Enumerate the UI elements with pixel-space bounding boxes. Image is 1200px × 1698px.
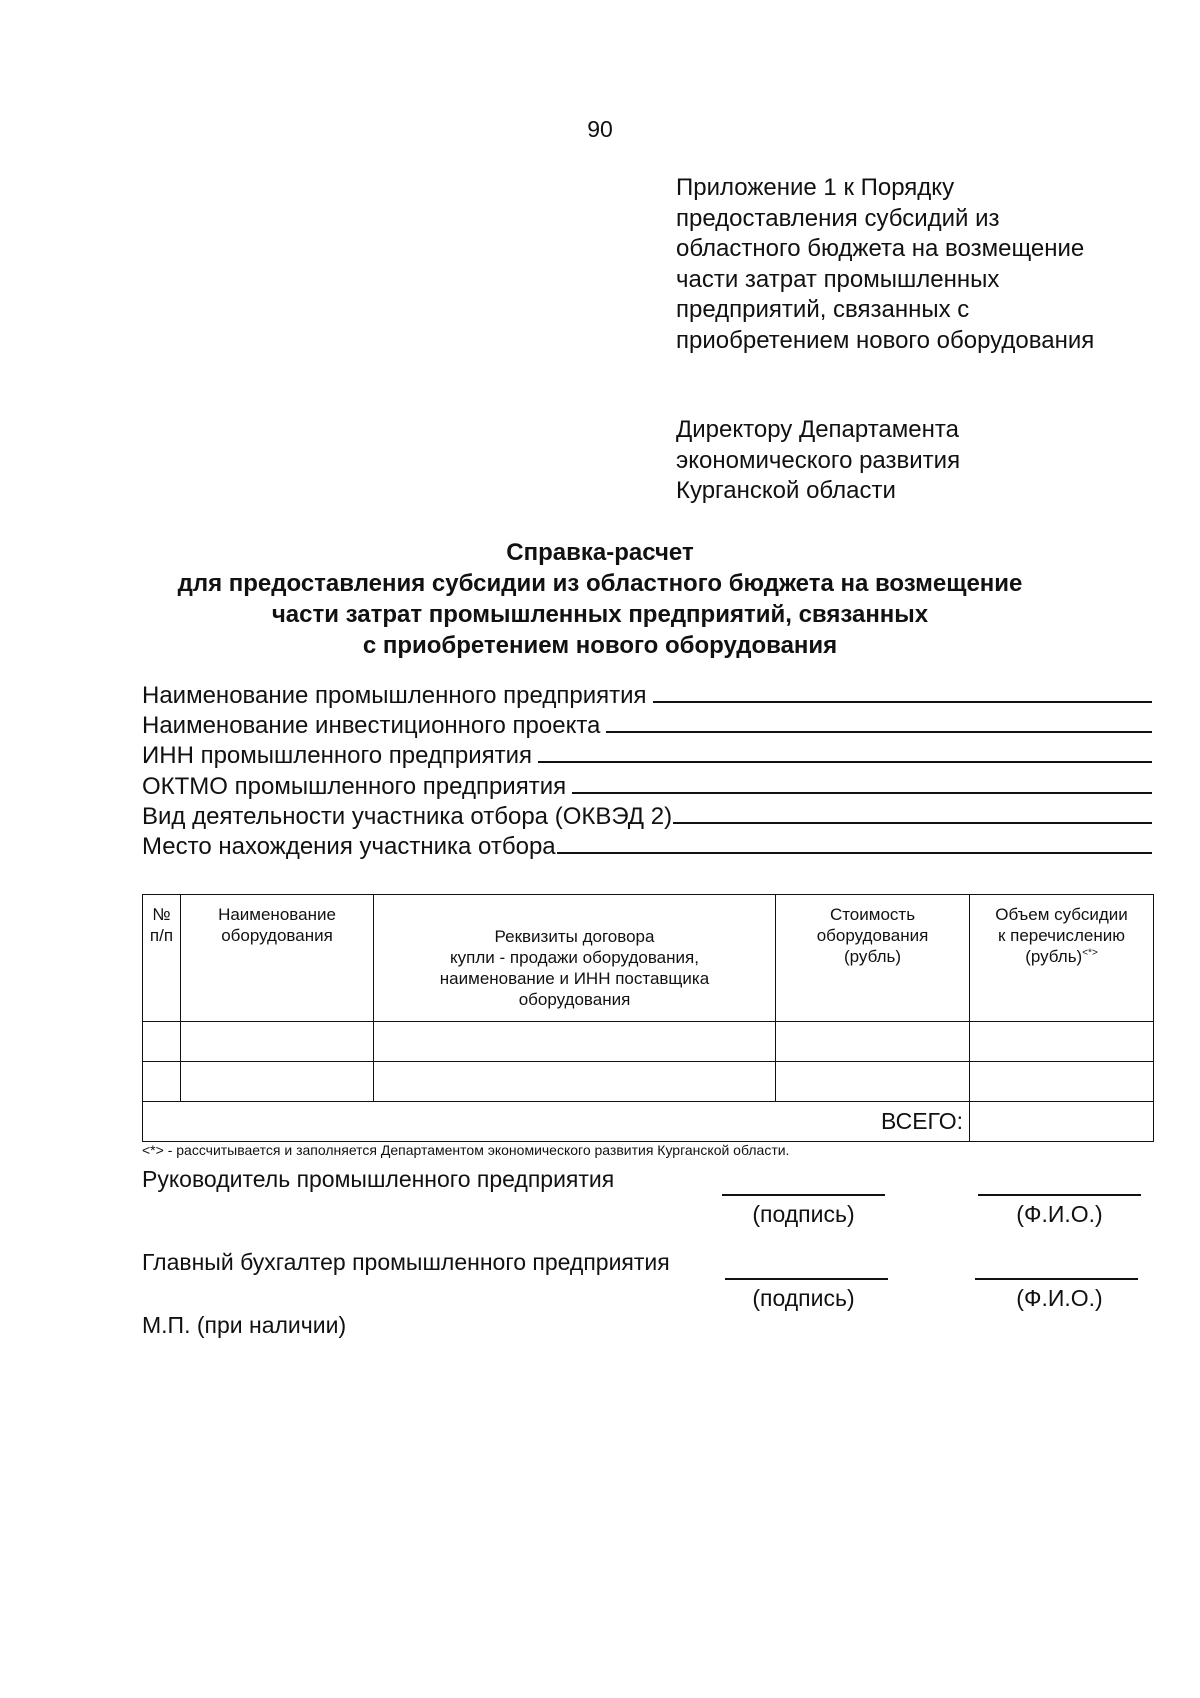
- signature-role-director: Руководитель промышленного предприятия: [142, 1166, 615, 1192]
- addressee-line: Директору Департамента: [676, 416, 959, 443]
- document-title: [0, 537, 1200, 661]
- signature-caption: (подпись): [752, 1201, 855, 1227]
- field-label: Место нахождения участника отбора: [142, 833, 556, 861]
- table-cell[interactable]: [181, 1062, 374, 1102]
- fill-line[interactable]: [606, 711, 1152, 733]
- total-label: ВСЕГО:: [143, 1102, 970, 1142]
- appendix-line: областного бюджета на возмещение: [676, 235, 1085, 262]
- table-header-row: [143, 895, 1154, 1022]
- fill-line[interactable]: [557, 832, 1152, 854]
- appendix-line: предоставления субсидий из: [676, 204, 1000, 232]
- table-cell[interactable]: [143, 1022, 181, 1062]
- name-line[interactable]: [975, 1276, 1138, 1280]
- field-inn: [142, 741, 1152, 771]
- field-location: [142, 832, 1152, 862]
- name-caption: (Ф.И.О.): [1016, 1285, 1103, 1311]
- field-activity: [142, 802, 1152, 832]
- field-company-name: [142, 681, 1152, 711]
- addressee: [676, 415, 1176, 507]
- appendix-line: приобретением нового оборудования: [676, 326, 1095, 354]
- equipment-table: [142, 894, 1154, 1142]
- table-cell[interactable]: [374, 1062, 776, 1102]
- table-cell[interactable]: [374, 1022, 776, 1062]
- table-cell[interactable]: [970, 1062, 1154, 1102]
- title-line: с приобретением нового оборудования: [362, 632, 838, 659]
- table-cell[interactable]: [181, 1022, 374, 1062]
- table-cell[interactable]: [776, 1022, 970, 1062]
- fill-line[interactable]: [653, 681, 1153, 703]
- field-project-name: [142, 711, 1152, 741]
- signature-role-accountant: Главный бухгалтер промышленного предприятия: [142, 1249, 670, 1275]
- title-line: части затрат промышленных предприятий, связанных: [271, 601, 929, 628]
- appendix-line: части затрат промышленных: [676, 265, 1000, 293]
- appendix-line: Приложение 1 к Порядку: [676, 174, 955, 201]
- field-label: Вид деятельности участника отбора (ОКВЭД 2): [142, 802, 673, 830]
- column-header-subsidy-amount: Объем субсидии к перечислению (рубль)<*>: [970, 895, 1154, 1022]
- column-header-equipment-cost: Стоимость оборудования (рубль): [776, 895, 970, 1022]
- seal-note: М.П. (при наличии): [142, 1312, 347, 1338]
- table-cell[interactable]: [970, 1022, 1154, 1062]
- appendix-note: [676, 173, 1176, 356]
- signature-line[interactable]: [722, 1192, 885, 1196]
- column-header-contract-details: Реквизиты договора купли - продажи оборудования, наименование и ИНН поставщика оборудования: [374, 895, 776, 1022]
- signature-caption: (подпись): [752, 1285, 855, 1311]
- fill-line[interactable]: [673, 802, 1152, 824]
- company-fields: [142, 681, 1152, 862]
- table-total-row: [143, 1102, 1154, 1142]
- column-header-number: № п/п: [143, 895, 181, 1022]
- total-cell[interactable]: [970, 1102, 1154, 1142]
- fill-line[interactable]: [538, 741, 1152, 763]
- table-cell[interactable]: [776, 1062, 970, 1102]
- field-label: ИНН промышленного предприятия: [142, 742, 533, 770]
- title-line: Справка-расчет: [506, 539, 694, 566]
- table-row: [143, 1022, 1154, 1062]
- field-label: ОКТМО промышленного предприятия: [142, 772, 567, 800]
- name-line[interactable]: [978, 1192, 1141, 1196]
- table-cell[interactable]: [143, 1062, 181, 1102]
- column-header-equipment-name: Наименование оборудования: [181, 895, 374, 1022]
- addressee-line: Курганской области: [676, 477, 896, 504]
- fill-line[interactable]: [572, 772, 1152, 794]
- field-label: Наименование инвестиционного проекта: [142, 712, 601, 740]
- title-line: для предоставления субсидии из областного бюджета на возмещение: [177, 570, 1023, 597]
- table-row: [143, 1062, 1154, 1102]
- field-oktmo: [142, 772, 1152, 802]
- field-label: Наименование промышленного предприятия: [142, 682, 647, 709]
- addressee-line: экономического развития: [676, 446, 961, 474]
- footnote-mark: <*>: [1082, 947, 1098, 959]
- signature-line[interactable]: [725, 1276, 888, 1280]
- page-number: 90: [587, 116, 613, 142]
- appendix-line: предприятий, связанных с: [676, 296, 970, 323]
- name-caption: (Ф.И.О.): [1016, 1201, 1103, 1227]
- footnote: <*> - рассчитывается и заполняется Департаментом экономического развития Курганской области.: [142, 1142, 790, 1158]
